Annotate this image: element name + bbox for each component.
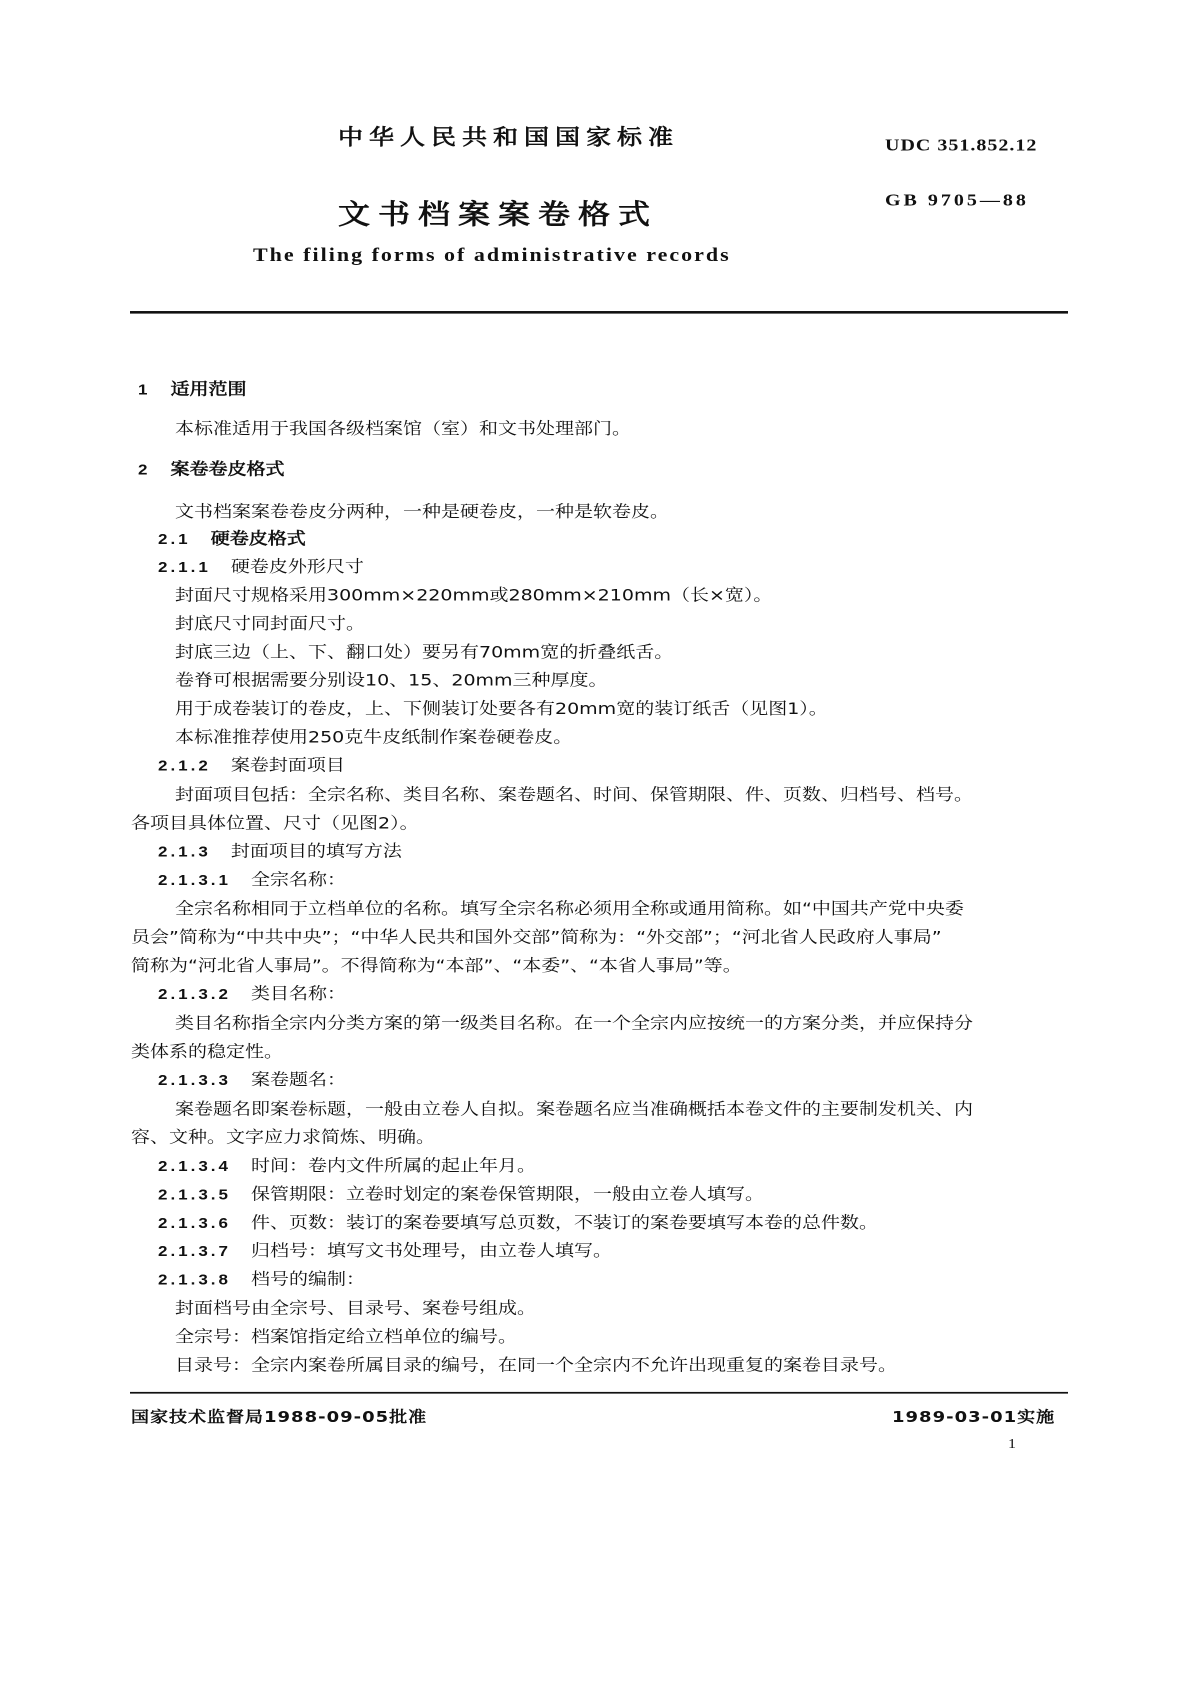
paragraph: 封面项目包括：全宗名称、类目名称、案卷题名、时间、保管期限、件、页数、归档号、档号。 (175, 785, 974, 805)
section-heading (158, 556, 364, 579)
section-title: 全宗名称： (251, 870, 347, 890)
paragraph: 全宗号：档案馆指定给立档单位的编号。 (175, 1327, 518, 1347)
paragraph: 封面尺寸规格采用300mm×220mm或280mm×210mm（长×宽）。 (175, 585, 773, 605)
english-title: The filing forms of administrative records (253, 244, 731, 266)
paragraph: 类体系的稳定性。 (131, 1042, 284, 1062)
issuing-authority: 中华人民共和国国家标准 (338, 124, 680, 150)
paragraph: 文书档案案卷卷皮分两种，一种是硬卷皮，一种是软卷皮。 (175, 502, 670, 522)
paragraph: 各项目具体位置、尺寸（见图2）。 (131, 813, 419, 833)
paragraph: 简称为“河北省人事局”。不得简称为“本部”、“本委”、“本省人事局”等。 (131, 956, 742, 976)
section-title: 案卷封面项目 (230, 756, 345, 775)
clause-line (158, 1183, 764, 1206)
section-title: 类目名称： (251, 984, 347, 1004)
section-title: 档号的编制： (251, 1269, 366, 1289)
section-heading (138, 458, 285, 481)
paragraph: 类目名称指全宗内分类方案的第一级类目名称。在一个全宗内应按统一的方案分类，并应保持分 (175, 1013, 974, 1033)
section-heading (158, 1069, 346, 1092)
udc-code: UDC 351.852.12 (885, 135, 1038, 155)
section-heading (158, 869, 346, 892)
section-number: 2.1.1 (158, 559, 211, 576)
clause-text: 保管期限：立卷时划定的案卷保管期限，一般由立卷人填写。 (251, 1184, 765, 1204)
section-number: 2.1.3.1 (158, 872, 231, 889)
paragraph: 封底三边（上、下、翻口处）要另有70mm宽的折叠纸舌。 (175, 642, 674, 662)
header-rule (130, 311, 1068, 314)
clause-line (158, 1155, 536, 1178)
section-title: 案卷卷皮格式 (170, 459, 285, 479)
clause-text: 归档号：填写文书处理号，由立卷人填写。 (251, 1241, 613, 1261)
section-number: 2.1.3.7 (158, 1243, 231, 1260)
section-title: 封面项目的填写方法 (230, 842, 402, 861)
section-title: 案卷题名： (251, 1070, 347, 1090)
paragraph: 本标准适用于我国各级档案馆（室）和文书处理部门。 (175, 419, 632, 439)
section-number: 1 (138, 381, 151, 398)
section-heading (158, 528, 306, 551)
clause-line (158, 1211, 878, 1234)
paragraph: 用于成卷装订的卷皮，上、下侧装订处要各有20mm宽的装订纸舌（见图1）。 (175, 699, 828, 719)
section-number: 2.1.3.8 (158, 1271, 231, 1288)
paragraph: 封底尺寸同封面尺寸。 (175, 614, 366, 634)
section-heading (158, 1268, 365, 1291)
paragraph: 卷脊可根据需要分别设10、15、20mm三种厚度。 (175, 671, 608, 690)
paragraph: 容、文种。文字应力求简炼、明确。 (131, 1128, 436, 1148)
paragraph: 目录号：全宗内案卷所属目录的编号，在同一个全宗内不允许出现重复的案卷目录号。 (175, 1355, 898, 1375)
section-number: 2.1.3.6 (158, 1214, 231, 1232)
paragraph: 本标准推荐使用250克牛皮纸制作案卷硬卷皮。 (175, 727, 573, 747)
section-number: 2.1.3.2 (158, 986, 231, 1003)
section-number: 2.1.2 (158, 757, 211, 775)
section-title: 硬卷皮格式 (210, 529, 306, 549)
paragraph: 案卷题名即案卷标题，一般由立卷人自拟。案卷题名应当准确概括本卷文件的主要制发机关、内 (175, 1099, 974, 1119)
clause-text: 时间：卷内文件所属的起止年月。 (251, 1156, 537, 1176)
section-heading (158, 983, 346, 1006)
footer-rule (130, 1392, 1068, 1394)
document-title: 文书档案案卷格式 (338, 197, 659, 231)
section-number: 2.1.3.3 (158, 1072, 231, 1089)
clause-text: 件、页数：装订的案卷要填写总页数，不装订的案卷要填写本卷的总件数。 (251, 1213, 879, 1233)
section-title: 硬卷皮外形尺寸 (230, 557, 364, 577)
section-heading (138, 378, 247, 401)
effective-date: 1989-03-01实施 (892, 1408, 1056, 1427)
section-number: 2.1.3.5 (158, 1186, 231, 1203)
paragraph: 封面档号由全宗号、目录号、案卷号组成。 (175, 1299, 537, 1319)
section-number: 2 (138, 461, 151, 478)
page-number: 1 (1008, 1436, 1016, 1452)
section-title: 适用范围 (170, 379, 247, 399)
section-number: 2.1.3 (158, 843, 211, 861)
section-heading (158, 754, 345, 777)
standard-number: GB 9705—88 (885, 190, 1029, 210)
section-heading (158, 840, 402, 863)
section-number: 2.1 (158, 530, 191, 548)
paragraph: 全宗名称相同于立档单位的名称。填写全宗名称必须用全称或通用简称。如“中国共产党中央委 (175, 899, 964, 919)
clause-line (158, 1240, 612, 1263)
paragraph: 员会”简称为“中共中央”；“中华人民共和国外交部”简称为：“外交部”；“河北省人民政府人事局” (131, 927, 942, 947)
approval-info: 国家技术监督局1988-09-05批准 (131, 1408, 428, 1427)
section-number: 2.1.3.4 (158, 1158, 231, 1175)
